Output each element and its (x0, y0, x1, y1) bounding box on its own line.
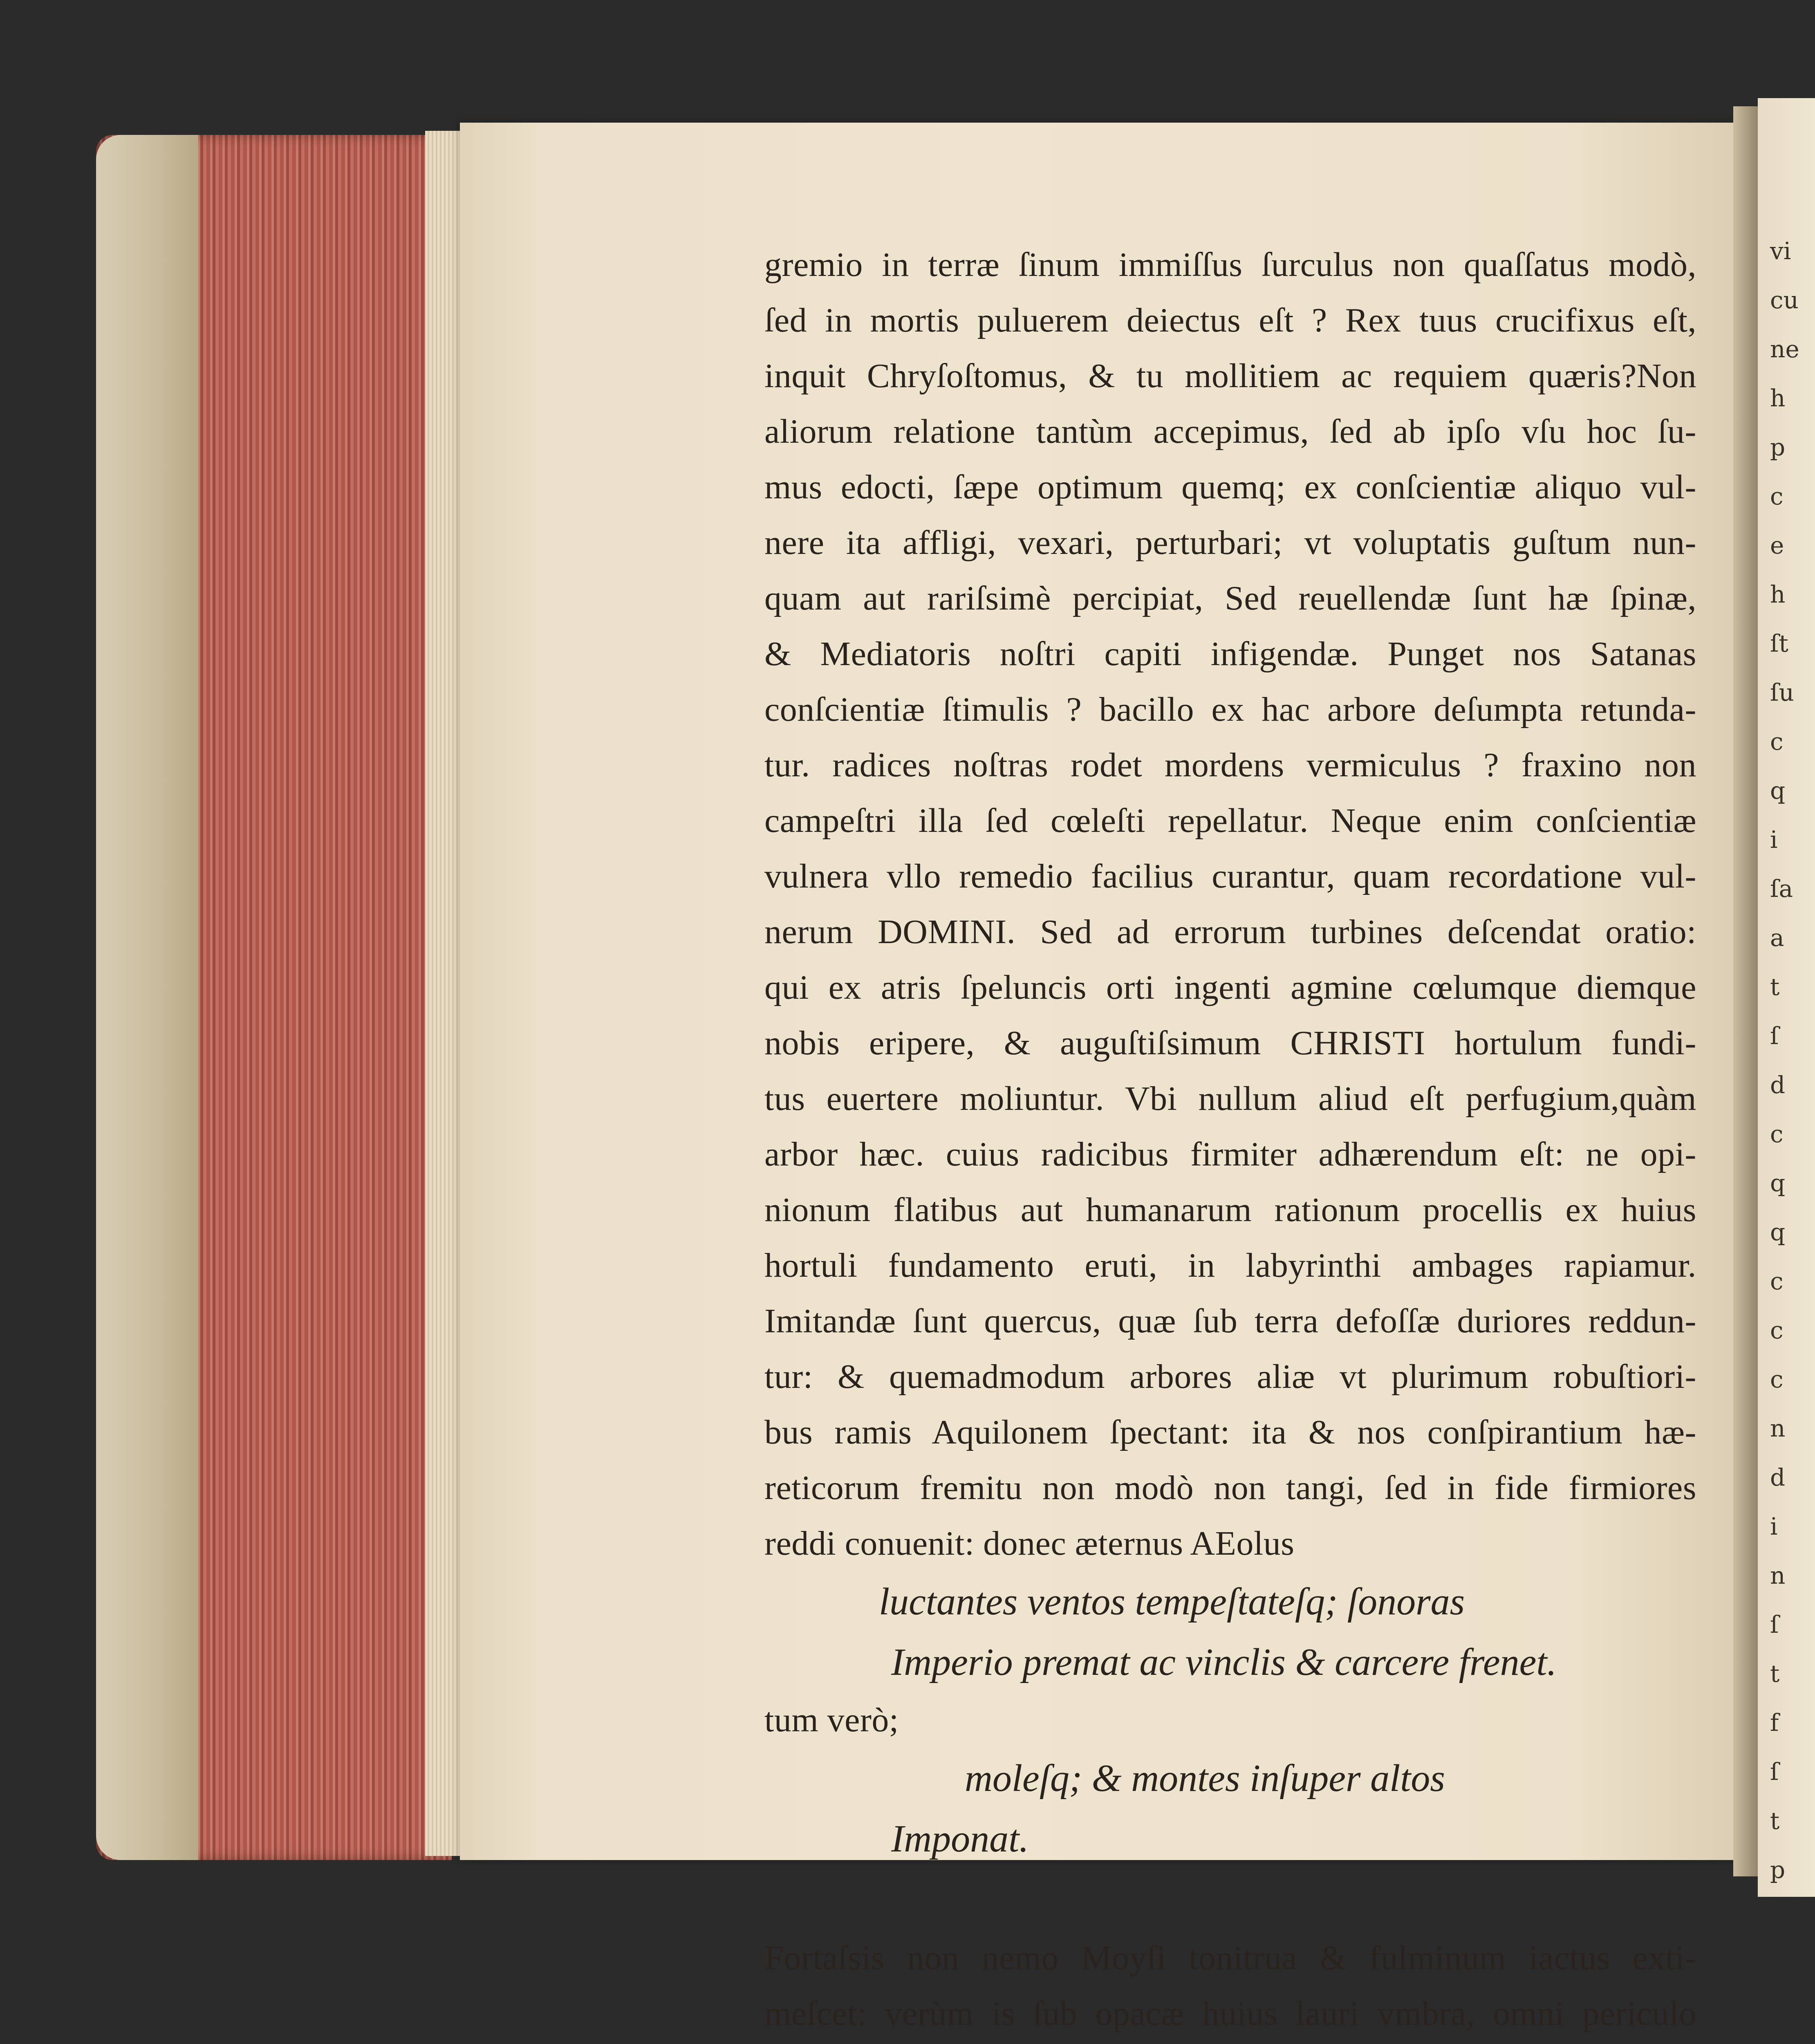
text-line: luctantes ventos tempeſtateſq; ſonoras (879, 1580, 1465, 1623)
text-line: gremio in terræ ſinum immiſſus ſurculus non quaſſatus modò, (764, 246, 1696, 284)
facing-fragment: n (1770, 1414, 1786, 1442)
text-line: moleſq; & montes inſuper altos (965, 1757, 1445, 1800)
text-line: nerum DOMINI. Sed ad errorum turbines deſcendat oratio: (764, 913, 1696, 951)
text-line: arbor hæc. cuius radicibus firmiter adhærendum eſt: ne opi- (764, 1135, 1696, 1173)
text-line: bus ramis Aquilonem ſpectant: ita & nos conſpirantium hæ- (764, 1413, 1696, 1451)
text-line: campeſtri illa ſed cœleſti repellatur. Neque enim conſcientiæ (764, 802, 1696, 840)
transition-line: tum verò; (764, 1701, 899, 1739)
facing-fragment: t (1770, 973, 1780, 1001)
facing-fragment: c (1770, 482, 1784, 510)
text-line: & Mediatoris noſtri capiti infigendæ. Punget nos Satanas (764, 635, 1696, 673)
facing-fragment: e (1770, 531, 1784, 559)
facing-fragment: t (1770, 1660, 1780, 1688)
text-line: meſcet: verùm is ſub opacæ huius lauri vmbra, omni periculo (764, 1995, 1696, 2033)
facing-fragment: cu (1770, 286, 1799, 314)
facing-fragment: ſ (1770, 1611, 1779, 1638)
facing-fragment: vi (1770, 237, 1791, 265)
vellum-cover (96, 135, 198, 1860)
facing-fragment: ſu (1770, 679, 1794, 706)
facing-fragment: h (1770, 580, 1786, 608)
text-line: mus edocti, ſæpe optimum quemq; ex conſcientiæ aliquo vul- (764, 468, 1696, 506)
text-line: qui ex atris ſpeluncis orti ingenti agmine cœlumque diemque (764, 968, 1696, 1006)
facing-fragment: c (1770, 1267, 1784, 1295)
text-line: hortuli fundamento eruti, in labyrinthi ambages rapiamur. (764, 1246, 1696, 1284)
facing-fragment: h (1770, 384, 1786, 412)
facing-fragment: c (1770, 1365, 1784, 1393)
text-line: tur. radices noſtras rodet mordens vermiculus ? fraxino non (764, 746, 1696, 784)
facing-fragment: d (1770, 1071, 1786, 1099)
facing-fragment: c (1770, 1316, 1784, 1344)
facing-fragment: ſ (1770, 1022, 1779, 1050)
catchword (764, 2042, 1696, 2044)
facing-fragment: ſa (1770, 875, 1793, 903)
text-line: nionum flatibus aut humanarum rationum procellis ex huius (764, 1191, 1696, 1229)
text-line: quam aut rariſsimè percipiat, Sed reuellendæ ſunt hæ ſpinæ, (764, 579, 1696, 617)
facing-fragment: p (1770, 433, 1786, 461)
text-line: Imitandæ ſunt quercus, quæ ſub terra defoſſæ duriores reddun- (764, 1302, 1696, 1340)
facing-fragment: ne (1770, 335, 1799, 363)
text-line: Fortaſsis non nemo Moyſi tonitrua & fulminum iactus exti- (764, 1939, 1696, 1977)
text-line: reticorum fremitu non modò non tangi, ſed in fide firmiores (764, 1469, 1696, 1507)
body-paragraph (764, 237, 1696, 1571)
facing-fragment: f (1770, 1709, 1779, 1737)
text-line: conſcientiæ ſtimulis ? bacillo ex hac arbore deſumpta retunda- (764, 690, 1696, 728)
verse-quote-1 (764, 1571, 1696, 1692)
facing-page-fragment (1758, 98, 1815, 1897)
facing-fragment: i (1770, 826, 1778, 854)
text-line: inquit Chryſoſtomus, & tu mollitiem ac requiem quæris?Non (764, 357, 1696, 395)
text-line: ſed in mortis puluerem deiectus eſt ? Rex tuus crucifixus eſt, (764, 301, 1696, 339)
text-line: Imponat. (891, 1818, 1029, 1860)
facing-fragment: q (1770, 1169, 1786, 1197)
facing-fragment: n (1770, 1562, 1786, 1589)
facing-fragment: d (1770, 1464, 1786, 1491)
facing-fragment: c (1770, 728, 1784, 755)
text-line: vulnera vllo remedio facilius curantur, quam recordatione vul- (764, 857, 1696, 895)
facing-fragment: a (1770, 924, 1784, 952)
closing-paragraph (764, 1930, 1696, 2042)
facing-fragment: i (1770, 1513, 1778, 1540)
facing-fragment: p (1770, 1856, 1786, 1884)
page-edges (425, 131, 462, 1856)
text-line: nere ita affligi, vexari, perturbari; vt voluptatis guſtum nun- (764, 524, 1696, 562)
text-line: Imperio premat ac vinclis & carcere frenet. (891, 1641, 1557, 1683)
facing-fragment: q (1770, 777, 1786, 805)
facing-fragment: c (1770, 1120, 1784, 1148)
text-line: tus euertere moliuntur. Vbi nullum aliud eſt perfugium,quàm (764, 1080, 1696, 1118)
page-text (764, 237, 1696, 2044)
verse-quote-2 (764, 1748, 1696, 1869)
facing-fragment: q (1770, 1218, 1786, 1246)
facing-fragment: ſ (1770, 1758, 1779, 1786)
facing-fragment: ſt (1770, 630, 1788, 657)
text-line: aliorum relatione tantùm accepimus, ſed ab ipſo vſu hoc ſu- (764, 412, 1696, 450)
text-line: reddi conuenit: donec æternus AEolus (764, 1524, 1295, 1562)
text-line: tur: & quemadmodum arbores aliæ vt plurimum robuſtiori- (764, 1358, 1696, 1396)
facing-fragment: t (1770, 1807, 1780, 1835)
text-line: nobis eripere, & auguſtiſsimum CHRISTI hortulum fundi- (764, 1024, 1696, 1062)
